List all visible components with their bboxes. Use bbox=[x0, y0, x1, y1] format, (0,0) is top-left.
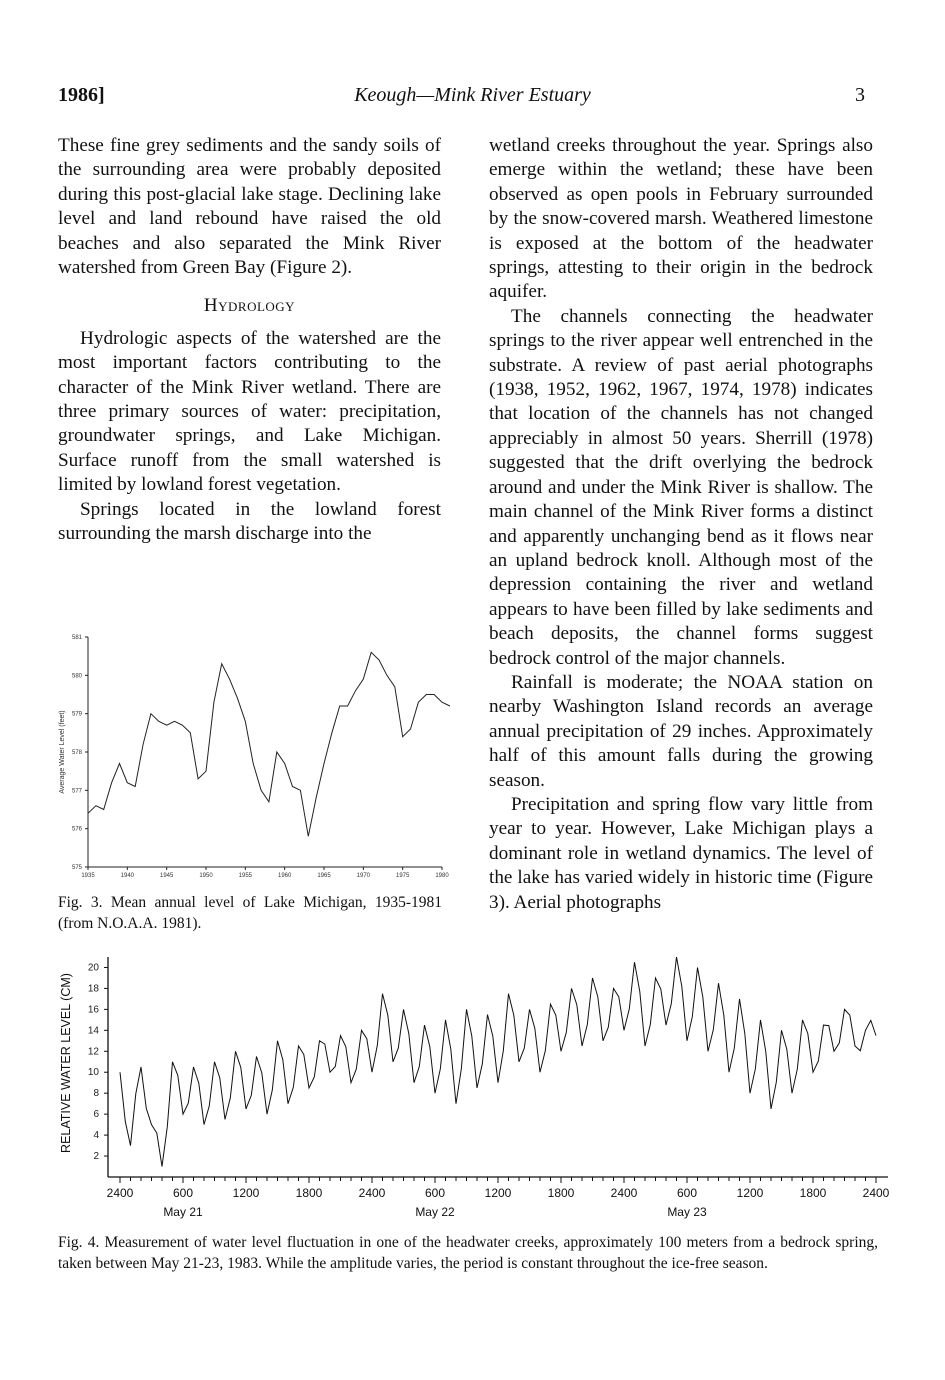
x-tick-label: 1955 bbox=[238, 873, 253, 879]
page-header-year: 1986] bbox=[58, 84, 105, 106]
x-tick-label: 1200 bbox=[736, 1186, 764, 1200]
running-title: Keough—Mink River Estuary bbox=[354, 84, 591, 106]
y-tick-label: 8 bbox=[93, 1088, 99, 1100]
x-tick-label: 600 bbox=[172, 1186, 194, 1200]
figure-3-caption: Fig. 3. Mean annual level of Lake Michigan, 1935-1981 (from N.O.A.A. 1981). bbox=[58, 894, 442, 932]
left-column bbox=[58, 134, 441, 547]
paragraph: Precipitation and spring flow vary little from year to year. However, Lake Michigan plays a dominant role in wetland dynamics. The level of the lake has varied widely in historic time (Figure 3). Aerial photographs bbox=[489, 793, 873, 913]
y-tick-label: 579 bbox=[71, 711, 82, 718]
figure-4-caption: Fig. 4. Measurement of water level fluctuation in one of the headwater creeks, approximately 100 meters from a bedrock spring, taken between May 21-23, 1983. While the amplitude varies, the period is constant throughout the ice-free season. bbox=[58, 1234, 878, 1272]
page-number: 3 bbox=[855, 84, 865, 106]
day-label: May 23 bbox=[667, 1205, 707, 1219]
x-tick-label: 1970 bbox=[356, 873, 371, 879]
right-column bbox=[489, 134, 873, 915]
x-tick-label: 1935 bbox=[81, 873, 95, 879]
y-tick-label: 577 bbox=[71, 788, 82, 795]
y-tick-label: 2 bbox=[93, 1151, 99, 1163]
y-tick-label: 10 bbox=[87, 1067, 99, 1079]
day-label: May 21 bbox=[163, 1205, 203, 1219]
section-heading-hydrology: Hydrology bbox=[203, 295, 296, 317]
lake-level-series-line bbox=[88, 652, 450, 836]
x-tick-label: 1800 bbox=[547, 1186, 575, 1200]
x-tick-label: 2400 bbox=[106, 1186, 134, 1200]
y-axis-label: RELATIVE WATER LEVEL (CM) bbox=[59, 973, 73, 1153]
x-tick-label: 1975 bbox=[395, 873, 410, 879]
y-tick-label: 12 bbox=[87, 1046, 99, 1058]
x-tick-label: 600 bbox=[676, 1186, 698, 1200]
x-tick-label: 2400 bbox=[610, 1186, 638, 1200]
y-axis-label: Average Water Level (feet) bbox=[59, 710, 66, 794]
figure-3-chart bbox=[52, 625, 452, 887]
day-label: May 22 bbox=[415, 1205, 455, 1219]
y-tick-label: 20 bbox=[87, 962, 99, 974]
x-tick-label: 600 bbox=[424, 1186, 446, 1200]
x-tick-label: 2400 bbox=[358, 1186, 386, 1200]
y-tick-label: 578 bbox=[71, 750, 82, 756]
x-tick-label: 1940 bbox=[120, 873, 135, 879]
y-tick-label: 575 bbox=[71, 865, 82, 871]
x-tick-label: 2400 bbox=[862, 1186, 890, 1200]
paragraph: Springs located in the lowland forest surrounding the marsh discharge into the bbox=[58, 498, 441, 545]
x-tick-label: 1980 bbox=[435, 873, 449, 879]
y-tick-label: 581 bbox=[71, 635, 82, 641]
paragraph: wetland creeks throughout the year. Springs also emerge within the wetland; these have been observed as open pools in February surrounded by the snow-covered marsh. Weathered limestone is exposed at the bottom of the headwater springs, attesting to their origin in the bedrock aquifer. bbox=[489, 135, 873, 303]
figure-4-chart bbox=[52, 955, 892, 1230]
x-tick-label: 1800 bbox=[799, 1186, 827, 1200]
x-tick-label: 1200 bbox=[232, 1186, 260, 1200]
paragraph: Hydrologic aspects of the watershed are the most important factors contributing to the character of the Mink River wetland. There are three primary sources of water: precipitation, groundwater springs, and Lake Michigan. Surface runoff from the small watershed is limited by lowland forest vegetation. bbox=[58, 327, 441, 496]
x-tick-label: 1950 bbox=[199, 873, 213, 879]
y-tick-label: 576 bbox=[71, 826, 82, 833]
x-tick-label: 1945 bbox=[159, 873, 174, 879]
x-tick-label: 1200 bbox=[484, 1186, 512, 1200]
y-tick-label: 580 bbox=[71, 673, 82, 680]
x-tick-label: 1800 bbox=[295, 1186, 323, 1200]
paragraph: The channels connecting the headwater springs to the river appear well entrenched in the substrate. A review of past aerial photographs (1938, 1952, 1962, 1967, 1974, 1978) indicates that location of the channels has not changed appreciably in almost 50 years. Sherrill (1978) suggested that the drift overlying the bedrock around and under the Mink River is shallow. The main channel of the Mink River forms a distinct and apparently unchanging bend as it flows near an upland bedrock knoll. Although most of the depression containing the river and wetland appears to have been filled by lake sediments and beach deposits, the channel forms suggest bedrock control of the major channels. bbox=[489, 305, 873, 669]
y-tick-label: 14 bbox=[87, 1025, 99, 1037]
y-tick-label: 16 bbox=[87, 1004, 99, 1016]
y-tick-label: 4 bbox=[93, 1130, 99, 1142]
x-tick-label: 1960 bbox=[277, 873, 292, 879]
paragraph: Rainfall is moderate; the NOAA station on nearby Washington Island records an average annual precipitation of 29 inches. Approximately half of this amount falls during the growing season. bbox=[489, 671, 873, 791]
y-tick-label: 6 bbox=[93, 1109, 99, 1121]
y-tick-label: 18 bbox=[87, 983, 99, 995]
water-level-series-line bbox=[120, 957, 876, 1167]
x-tick-label: 1965 bbox=[317, 873, 331, 879]
paragraph: These fine grey sediments and the sandy soils of the surrounding area were probably deposited during this post-glacial lake stage. Declining lake level and land rebound have raised the old beaches and also separated the Mink River watershed from Green Bay (Figure 2). bbox=[58, 135, 441, 279]
